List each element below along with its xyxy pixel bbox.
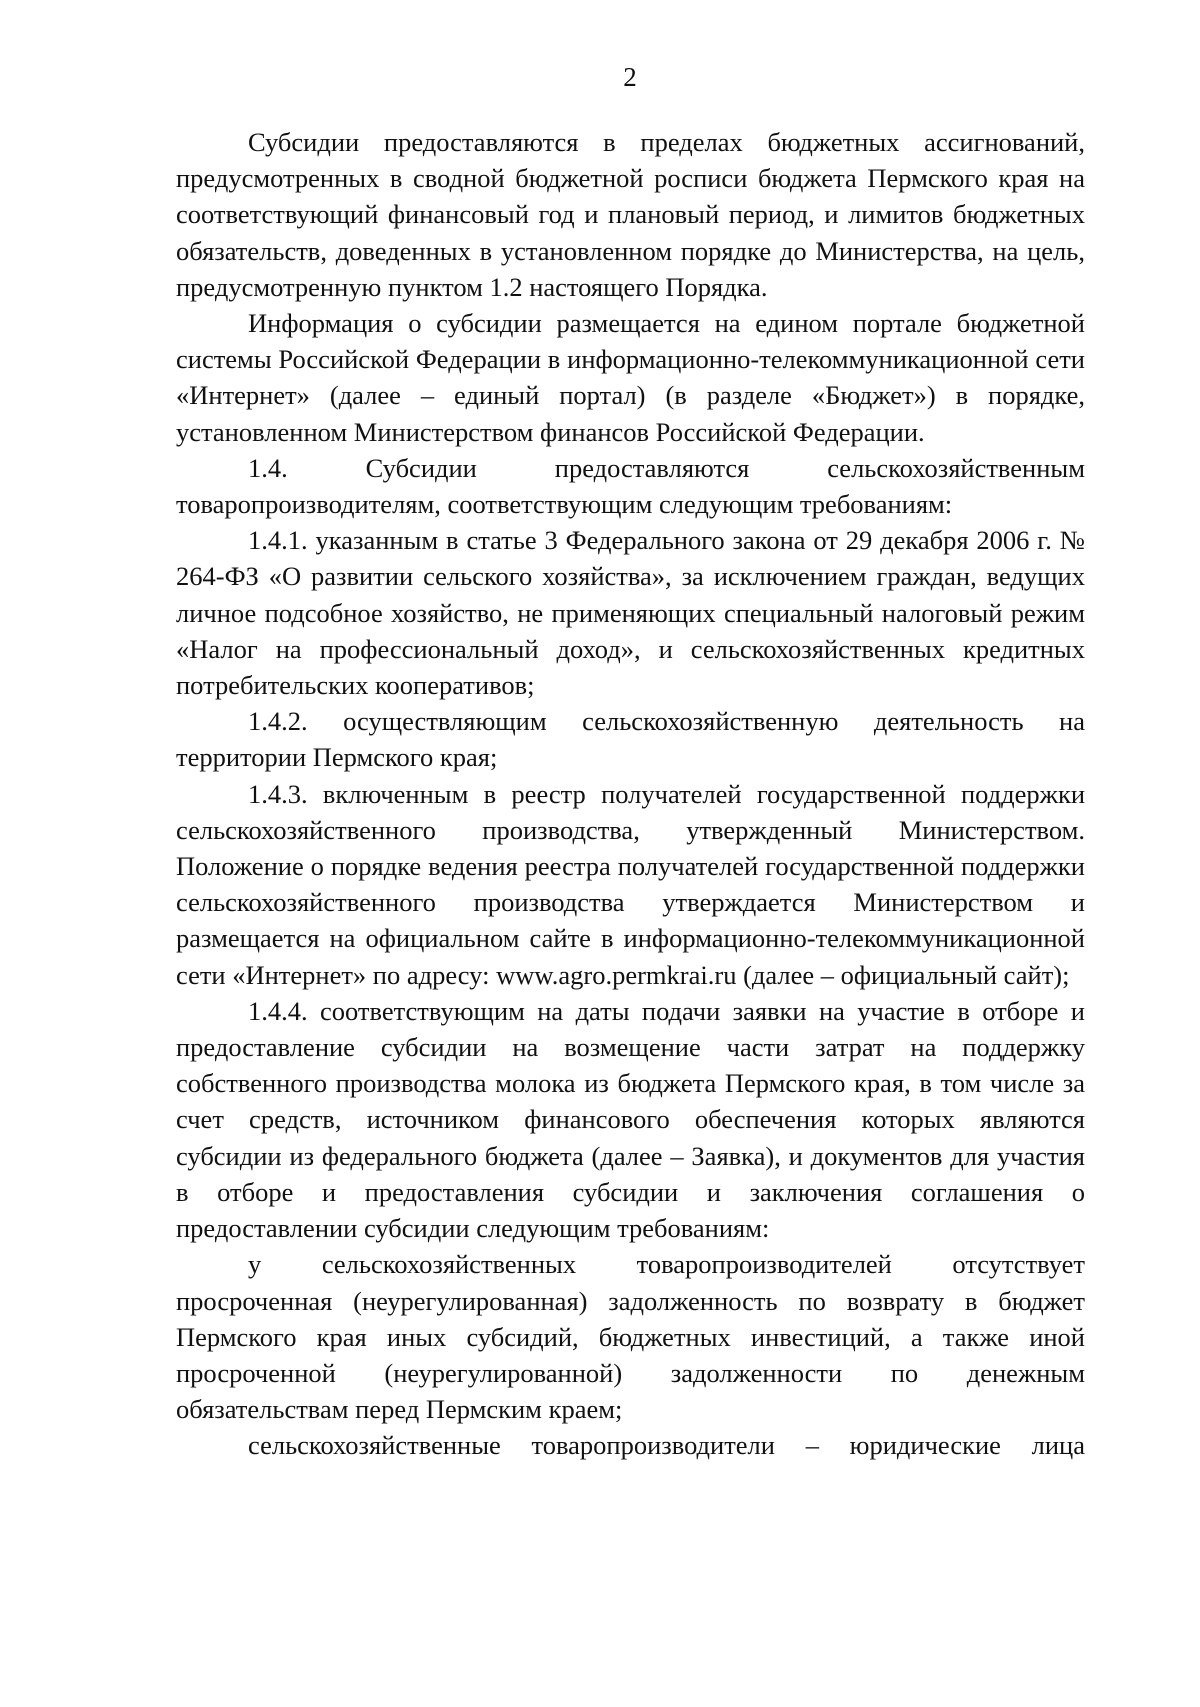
paragraph-1-4-1: 1.4.1. указанным в статье 3 Федерального закона от 29 декабря 2006 г. № 264-ФЗ «О развитии сельского хозяйства», за исключением граждан, ведущих личное подсобное хозяйство, не применяющих специальный налоговый режим «Налог на профессиональный доход», и сельскохозяйственных кредитных потребительских кооперативов; <box>176 525 1085 701</box>
paragraph-1-4: 1.4. Субсидии предоставляются сельскохозяйственным товаропроизводителям, соответствующим следующим требованиям: <box>176 452 1085 520</box>
paragraph-legal-entities: сельскохозяйственные товаропроизводители – юридические лица <box>248 1430 1085 1461</box>
paragraph-1-4-2: 1.4.2. осуществляющим сельскохозяйственную деятельность на территории Пермского края; <box>176 706 1085 773</box>
paragraph-unified-portal: Информация о субсидии размещается на едином портале бюджетной системы Российской Федерации в информационно-телекоммуникационной сети «Интернет» (далее – единый портал) (в разделе «Бюджет») в порядке, установленном Министерством финансов Российской Федерации. <box>176 308 1085 447</box>
paragraph-1-4-3: 1.4.3. включенным в реестр получателей государственной поддержки сельскохозяйственного производства, утвержденный Министерством. Положение о порядке ведения реестра получателей государственной поддержки сельскохозяйственного производства утверждается Министерством и размещается на официальном сайте в информационно-телекоммуникационной сети «Интернет» по адресу: www.agro.permkrai.ru (далее – официальный сайт); <box>176 778 1085 990</box>
paragraph-no-overdue-debt: у сельскохозяйственных товаропроизводителей отсутствует просроченная (неурегулированная) задолженность по возврату в бюджет Пермского края иных субсидий, бюджетных инвестиций, а также иной просроченной (неурегулированной) задолженности по денежным обязательствам перед Пермским краем; <box>176 1249 1085 1425</box>
paragraph-subsidies-limits: Субсидии предоставляются в пределах бюджетных ассигнований, предусмотренных в сводной бюджетной росписи бюджета Пермского края на соответствующий финансовый год и плановый период, и лимитов бюджетных обязательств, доведенных в установленном порядке до Министерства, на цель, предусмотренную пунктом 1.2 настоящего Порядка. <box>176 127 1085 302</box>
document-body <box>176 124 1085 1464</box>
page-number: 2 <box>623 62 637 92</box>
paragraph-1-4-4: 1.4.4. соответствующим на даты подачи заявки на участие в отборе и предоставление субсидии на возмещение части затрат на поддержку собственного производства молока из бюджета Пермского края, в том числе за счет средств, источником финансового обеспечения которых являются субсидии из федерального бюджета (далее – Заявка), и документов для участия в отборе и предоставления субсидии и заключения соглашения о предоставлении субсидии следующим требованиям: <box>176 995 1085 1244</box>
